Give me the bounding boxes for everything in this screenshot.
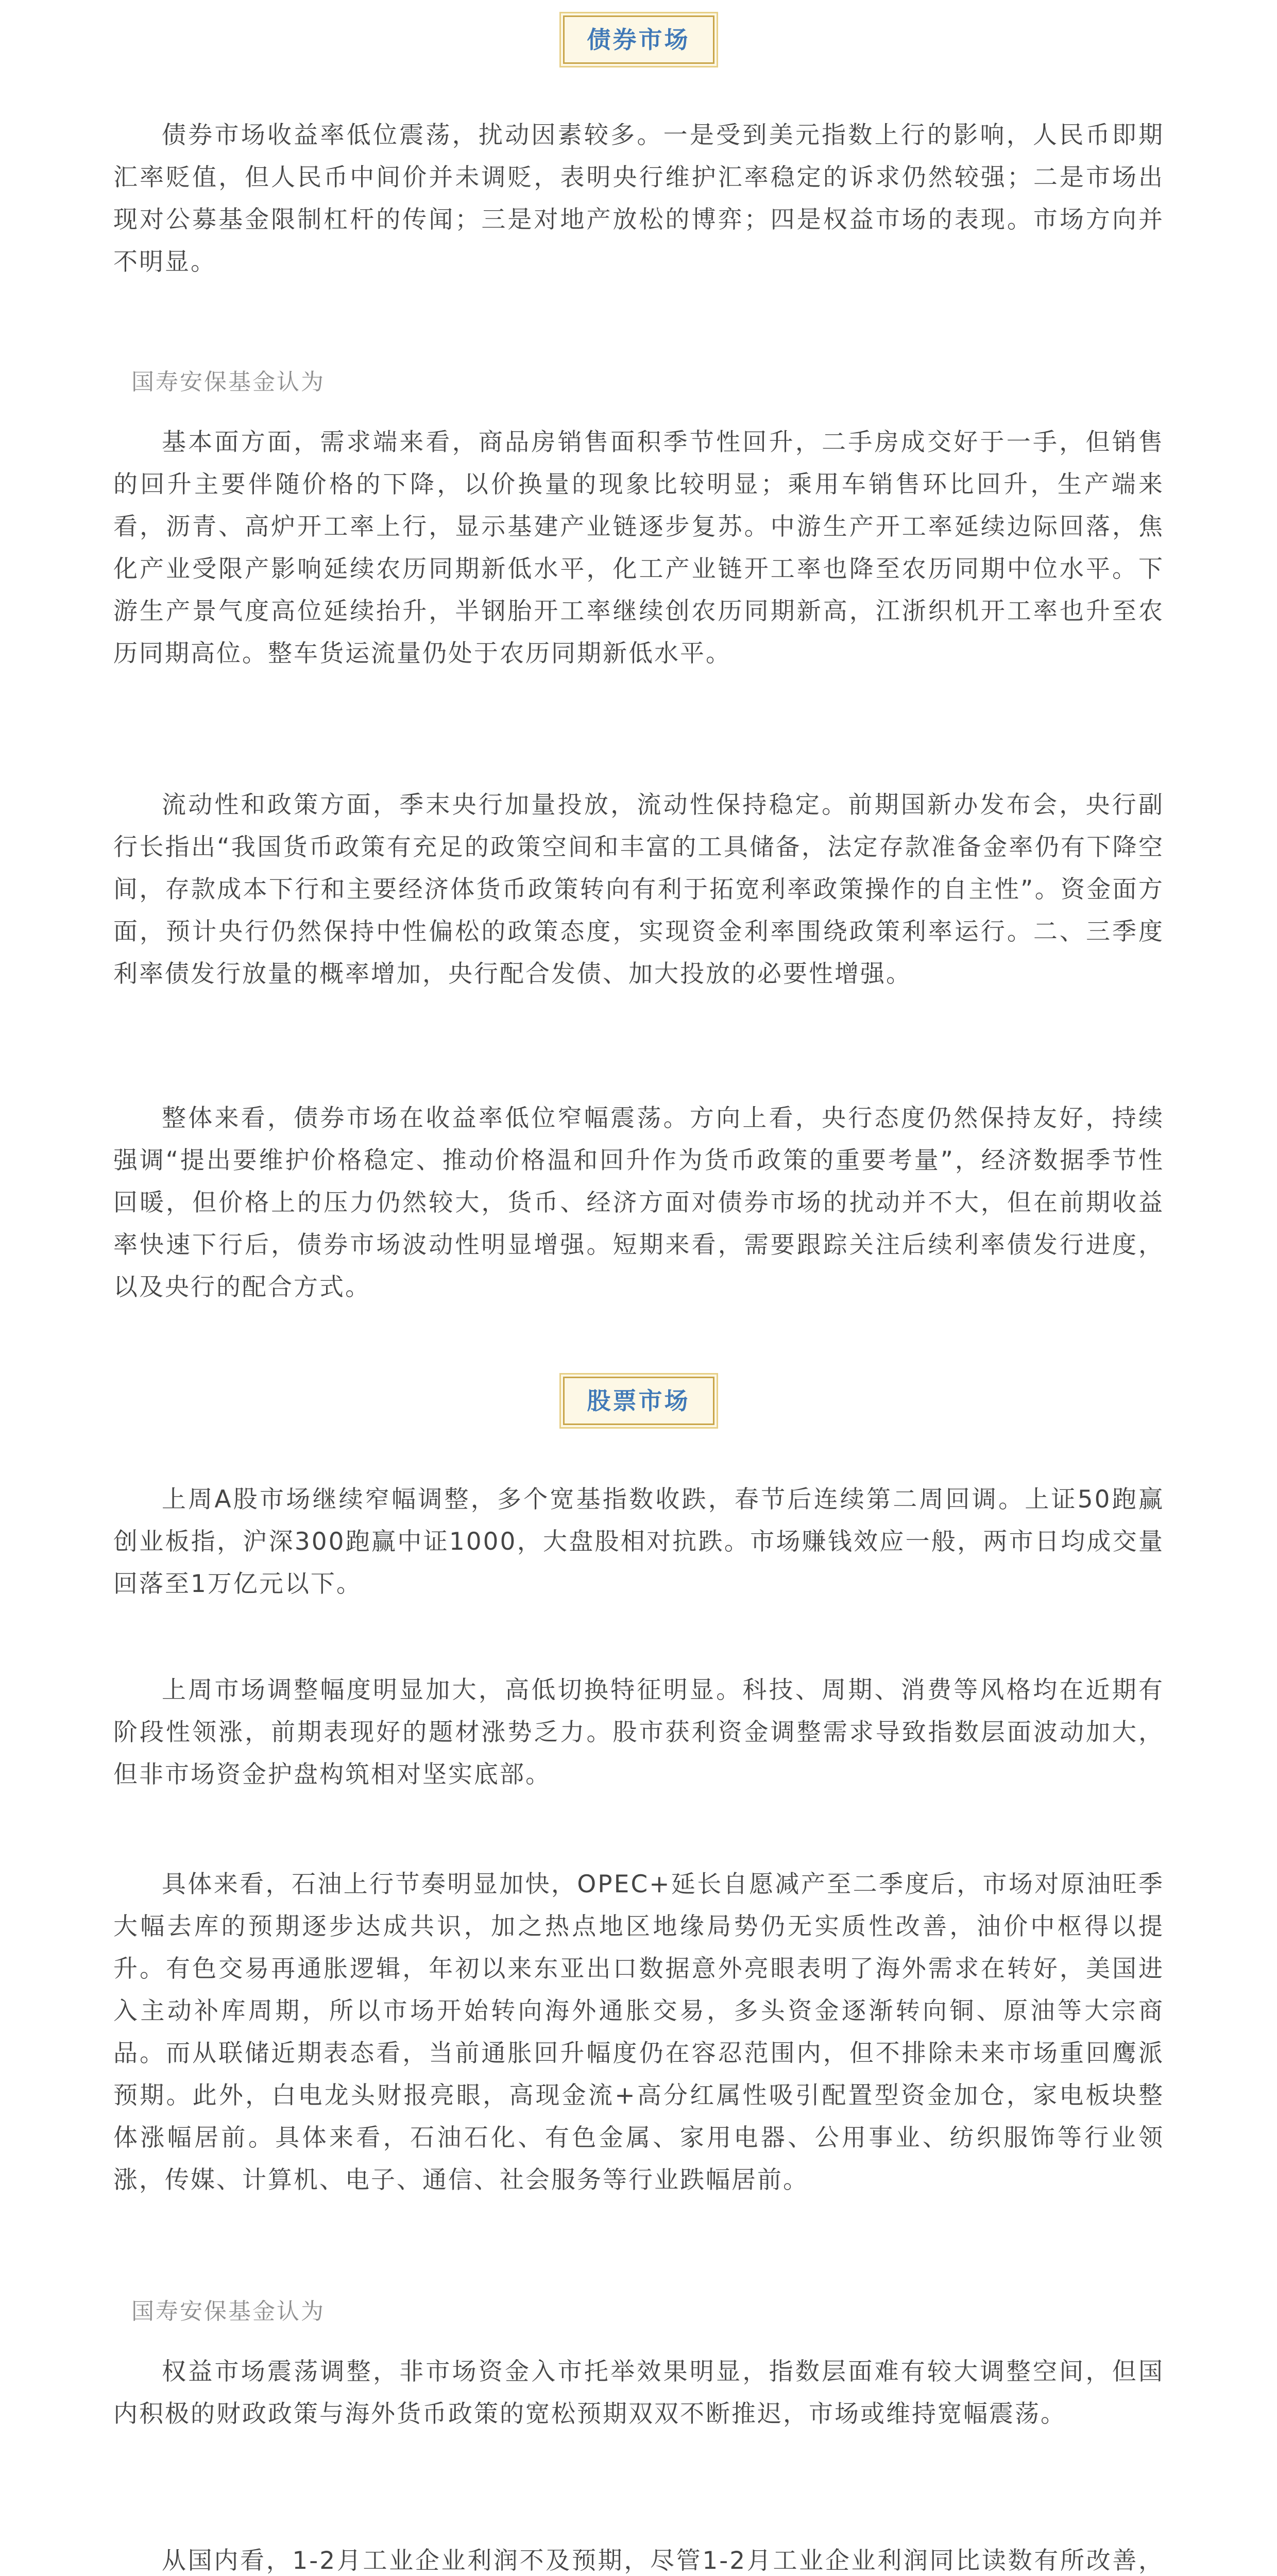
bond-market-section-label: 债券市场 [563,15,714,64]
bond-opinion-subhead: 国寿安保基金认为 [131,369,325,395]
equity-paragraph-2: 上周市场调整幅度明显加大，高低切换特征明显。科技、周期、消费等风格均在近期有阶段性领涨，前期表现好的题材涨势乏力。股市获利资金调整需求导致指数层面波动加大，但非市场资金护盘构筑相对坚实底部。 [113,1676,1164,1789]
bond-paragraph-4: 整体来看，债券市场在收益率低位窄幅震荡。方向上看，央行态度仍然保持友好，持续强调“提出要维护价格稳定、推动价格温和回升作为货币政策的重要考量”，经济数据季节性回暖，但价格上的压力仍然较大，货币、经济方面对债券市场的扰动并不大，但在前期收益率快速下行后，债券市场波动性明显增强。短期来看，需要跟踪关注后续利率债发行进度，以及央行的配合方式。 [113,1104,1164,1301]
bond-paragraph-2: 基本面方面，需求端来看，商品房销售面积季节性回升，二手房成交好于一手，但销售的回升主要伴随价格的下降，以价换量的现象比较明显；乘用车销售环比回升，生产端来看，沥青、高炉开工率上行，显示基建产业链逐步复苏。中游生产开工率延续边际回落，焦化产业受限产影响延续农历同期新低水平，化工产业链开工率也降至农历同期中位水平。下游生产景气度高位延续抬升，半钢胎开工率继续创农历同期新高，江浙织机开工率也升至农历同期高位。整车货运流量仍处于农历同期新低水平。 [113,428,1164,668]
equity-opinion-subhead: 国寿安保基金认为 [131,2298,325,2325]
equity-paragraph-3: 具体来看，石油上行节奏明显加快，OPEC+延长自愿减产至二季度后，市场对原油旺季大幅去库的预期逐步达成共识，加之热点地区地缘局势仍无实质性改善，油价中枢得以提升。有色交易再通胀逻辑，年初以来东亚出口数据意外亮眼表明了海外需求在转好，美国进入主动补库周期，所以市场开始转向海外通胀交易，多头资金逐渐转向铜、原油等大宗商品。而从联储近期表态看，当前通胀回升幅度仍在容忍范围内，但不排除未来市场重回鹰派预期。此外，白电龙头财报亮眼，高现金流+高分红属性吸引配置型资金加仓，家电板块整体涨幅居前。具体来看，石油石化、有色金属、家用电器、公用事业、纺织服饰等行业领涨，传媒、计算机、电子、通信、社会服务等行业跌幅居前。 [113,1870,1164,2194]
equity-market-section-label: 股票市场 [563,1377,714,1425]
bond-paragraph-3: 流动性和政策方面，季末央行加量投放，流动性保持稳定。前期国新办发布会，央行副行长指出“我国货币政策有充足的政策空间和丰富的工具储备，法定存款准备金率仍有下降空间，存款成本下行和主要经济体货币政策转向有利于拓宽利率政策操作的自主性”。资金面方面，预计央行仍然保持中性偏松的政策态度，实现资金利率围绕政策利率运行。二、三季度利率债发行放量的概率增加，央行配合发债、加大投放的必要性增强。 [113,791,1164,988]
bond-paragraph-1: 债券市场收益率低位震荡，扰动因素较多。一是受到美元指数上行的影响，人民币即期汇率贬值，但人民币中间价并未调贬，表明央行维护汇率稳定的诉求仍然较强；二是市场出现对公募基金限制杠杆的传闻；三是对地产放松的博弈；四是权益市场的表现。市场方向并不明显。 [113,121,1164,276]
equity-paragraph-1: 上周A股市场继续窄幅调整，多个宽基指数收跌，春节后连续第二周回调。上证50跑赢创业板指，沪深300跑赢中证1000，大盘股相对抗跌。市场赚钱效应一般，两市日均成交量回落至1万亿元以下。 [113,1485,1164,1598]
equity-paragraph-4: 权益市场震荡调整，非市场资金入市托举效果明显，指数层面难有较大调整空间，但国内积极的财政政策与海外货币政策的宽松预期双双不断推迟，市场或维持宽幅震荡。 [113,2358,1164,2428]
equity-paragraph-5: 从国内看，1-2月工业企业利润不及预期，尽管1-2月工业企业利润同比读数有所改善， [162,2547,1164,2575]
